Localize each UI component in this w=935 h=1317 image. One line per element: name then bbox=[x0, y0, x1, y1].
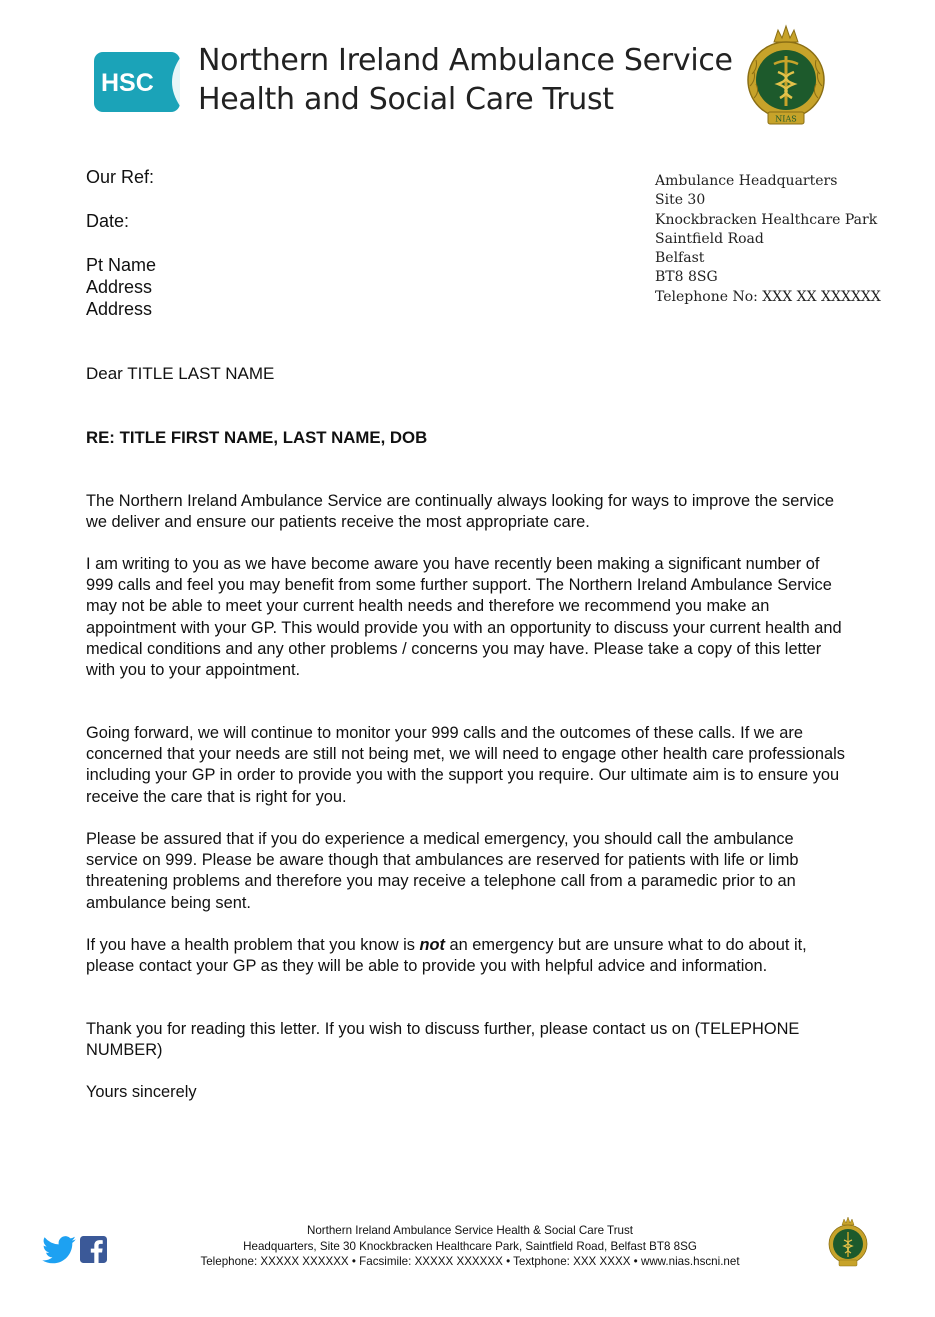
nias-crest-logo bbox=[744, 24, 828, 128]
crest-banner-text: NIAS bbox=[775, 114, 797, 124]
sender-address-line: Site 30 bbox=[655, 192, 706, 209]
org-name-line1: Northern Ireland Ambulance Service bbox=[198, 43, 733, 78]
paragraph-3: Going forward, we will continue to monitor your 999 calls and the outcomes of these calls. If we are concerned that your needs are still not being met, we will need to engage other health care professionals including your GP in order to provide you with the support you require. Our ultimate aim is to ensure you receive the care that is right for you. bbox=[86, 724, 845, 806]
sender-telephone: Telephone No: XXX XX XXXXXX bbox=[655, 288, 881, 305]
patient-address-line2: Address bbox=[86, 299, 153, 319]
emphasis-not: not bbox=[419, 936, 445, 954]
footer-line2: Headquarters, Site 30 Knockbracken Healthcare Park, Saintfield Road, Belfast BT8 8SG bbox=[243, 1239, 697, 1253]
sender-address-line: Belfast bbox=[655, 250, 705, 267]
sender-address-line: Ambulance Headquarters bbox=[655, 173, 838, 189]
paragraph-5 bbox=[86, 935, 846, 977]
paragraph-6: Thank you for reading this letter. If you wish to discuss further, please contact us on (TELEPHONE NUMBER) bbox=[86, 1020, 800, 1060]
paragraph-5-text: an emergency but are unsure what to do about it, please contact your GP as they will be able to provide you with helpful advice and information. bbox=[86, 936, 807, 976]
sender-address bbox=[655, 172, 881, 307]
paragraph-2: I am writing to you as we have become aware you have recently been making a significant number of 999 calls and feel you may benefit from some further support. The Northern Ireland Ambulance Service may not be able to meet your current health needs and therefore we recommend you make an appointment with your GP. This would provide you with an opportunity to discuss your current health and medical conditions and any other problems / concerns you may have. Please take a copy of this letter with you to your appointment. bbox=[86, 555, 842, 680]
patient-name: Pt Name bbox=[86, 255, 157, 275]
patient-address-line1: Address bbox=[86, 277, 153, 297]
sender-address-line: BT8 8SG bbox=[655, 269, 718, 286]
footer-line3: Telephone: XXXXX XXXXXX • Facsimile: XXXXX XXXXXX • Textphone: XXX XXXX • www.nias.hscni.net bbox=[200, 1255, 740, 1268]
footer-text bbox=[120, 1223, 820, 1270]
sender-address-line: Knockbracken Healthcare Park bbox=[655, 211, 878, 228]
our-ref-label: Our Ref: bbox=[86, 167, 155, 187]
subject-line: RE: TITLE FIRST NAME, LAST NAME, DOB bbox=[86, 428, 428, 447]
nias-crest-small-logo bbox=[827, 1216, 869, 1268]
paragraph-1: The Northern Ireland Ambulance Service are continually always looking for ways to improve the service we deliver and ensure our patients receive the most appropriate care. bbox=[86, 492, 834, 532]
sender-address-line: Saintfield Road bbox=[655, 230, 764, 247]
org-name-line2: Health and Social Care Trust bbox=[198, 82, 614, 117]
closing: Yours sincerely bbox=[86, 1083, 197, 1101]
paragraph-4: Please be assured that if you do experience a medical emergency, you should call the ambulance service on 999. Please be aware though that ambulances are reserved for patients with life or limb threatening problems and therefore you may receive a telephone call from a paramedic prior to an ambulance being sent. bbox=[86, 830, 799, 912]
date-label: Date: bbox=[86, 211, 130, 231]
twitter-icon[interactable] bbox=[42, 1236, 76, 1264]
salutation: Dear TITLE LAST NAME bbox=[86, 364, 275, 383]
footer-line1: Northern Ireland Ambulance Service Health & Social Care Trust bbox=[306, 1224, 634, 1237]
paragraph-5-text: If you have a health problem that you know is bbox=[86, 936, 420, 954]
hsc-logo bbox=[94, 52, 180, 112]
facebook-icon[interactable] bbox=[80, 1236, 107, 1263]
hsc-logo-text: HSC bbox=[101, 69, 154, 97]
